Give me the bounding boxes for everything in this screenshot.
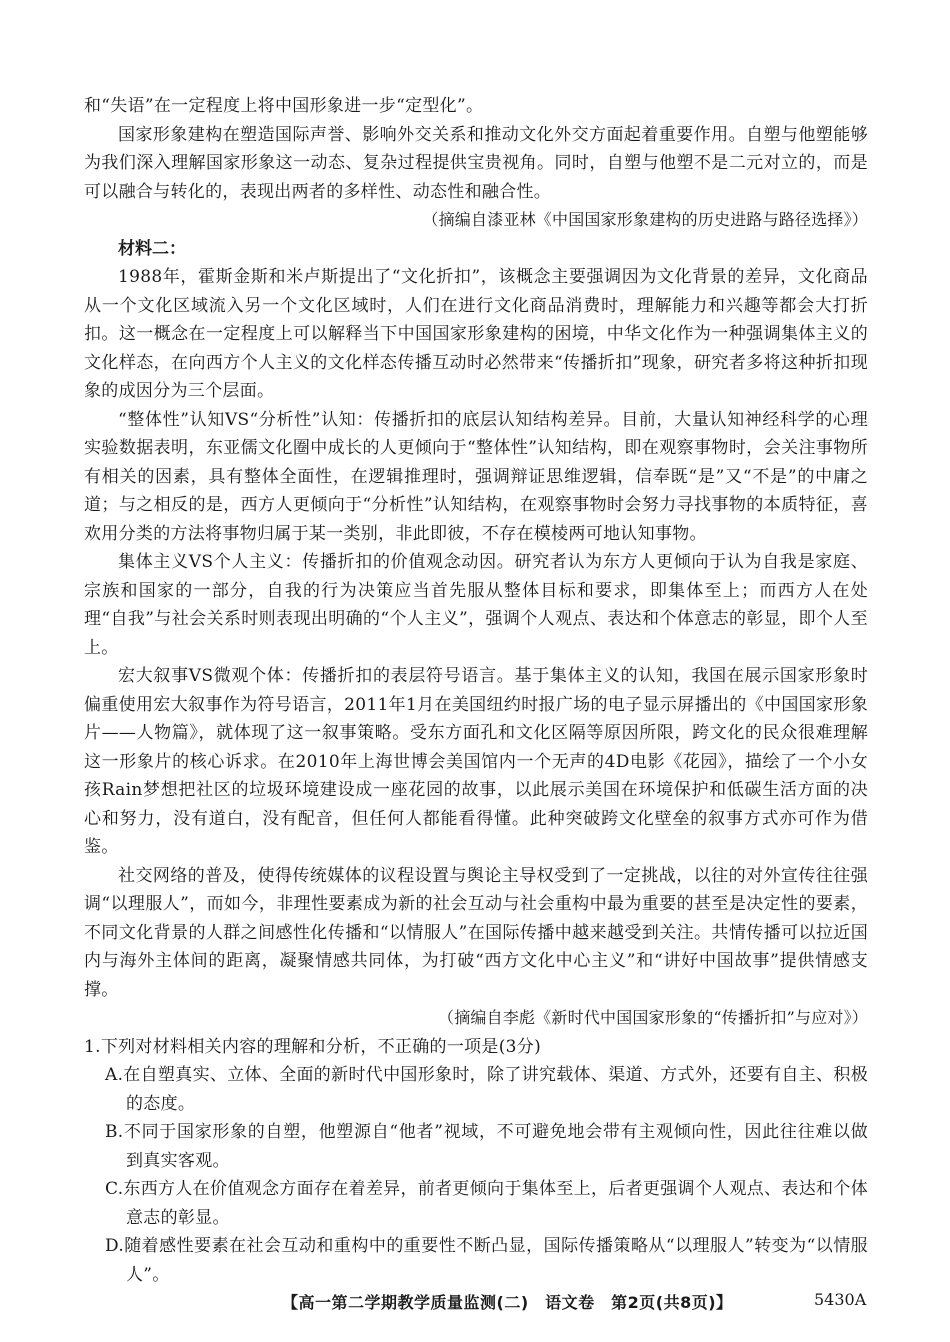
continued-paragraph: 和“失语”在一定程度上将中国形象进一步“定型化”。 (84, 96, 484, 116)
paragraph: 1988年，霍斯金斯和米卢斯提出了“文化折扣”，该概念主要强调因为文化背景的差异，文化商品从一个文化区域流入另一个文化区域时，人们在进行文化商品消费时，理解能力和兴趣等都会大打折扣。这一概念在一定程度上可以解释当下中国国家形象建构的困境，中华文化作为一种强调集体主义的文化样态，在向西方个人主义的文化样态传播互动时必然带来“传播折扣”现象，研究者多将这种折扣现象的成因分为三个层面。 (84, 267, 868, 401)
option-a: A.在自塑真实、立体、全面的新时代中国形象时，除了讲究载体、渠道、方式外，还要有自主、积极的态度。 (105, 1065, 868, 1114)
exam-page (84, 92, 868, 1289)
paragraph: 宏大叙事VS微观个体：传播折扣的表层符号语言。基于集体主义的认知，我国在展示国家形象时偏重使用宏大叙事作为符号语言，2011年1月在美国纽约时报广场的电子显示屏播出的《中国国家形象片——人物篇》，就体现了这一叙事策略。受东方面孔和文化区隔等原因所限，跨文化的民众很难理解这一形象片的核心诉求。在2010年上海世博会美国馆内一个无声的4D电影《花园》，描绘了一个小女孩Rain梦想把社区的垃圾环境建设成一座花园的故事，以此展示美国在环境保护和低碳生活方面的决心和努力，没有道白，没有配音，但任何人都能看得懂。此种突破跨文化壁垒的叙事方式亦可作为借鉴。 (84, 666, 868, 857)
paragraph: 集体主义VS个人主义：传播折扣的价值观念动因。研究者认为东方人更倾向于认为自我是家庭、宗族和国家的一部分，自我的行为决策应当首先服从整体目标和要求，即集体至上；而西方人在处理“自我”与社会关系时则表现出明确的“个人主义”，强调个人观点、表达和个体意志的彰显，即个人至上。 (84, 552, 868, 658)
footer-code: 5430A (814, 1290, 867, 1309)
option-c: C.东西方人在价值观念方面存在着差异，前者更倾向于集体至上，后者更强调个人观点、表达和个体意志的彰显。 (105, 1179, 868, 1228)
source-citation: （摘编自李彪《新时代中国国家形象的“传播折扣”与应对》） (438, 1008, 868, 1027)
option-d: D.随着感性要素在社会互动和重构中的重要性不断凸显，国际传播策略从“以理服人”转变为“以情服人”。 (105, 1236, 868, 1285)
material-heading: 材料二： (118, 238, 186, 259)
option-b: B.不同于国家形象的自塑，他塑源自“他者”视域，不可避免地会带有主观倾向性，因此往往难以做到真实客观。 (105, 1122, 868, 1171)
page-footer (0, 1290, 950, 1320)
paragraph: “整体性”认知VS“分析性”认知：传播折扣的底层认知结构差异。目前，大量认知神经科学的心理实验数据表明，东亚儒文化圈中成长的人更倾向于“整体性”认知结构，即在观察事物时，会关注事物所有相关的因素，具有整体全面性，在逻辑推理时，强调辩证思维逻辑，信奉既“是”又“不是”的中庸之道；与之相反的是，西方人更倾向于“分析性”认知结构，在观察事物时会努力寻找事物的本质特征，喜欢用分类的方法将事物归属于某一类别，非此即彼，不存在模棱两可地认知事物。 (84, 409, 868, 544)
paragraph: 社交网络的普及，使得传统媒体的议程设置与舆论主导权受到了一定挑战，以往的对外宣传往往强调“以理服人”，而如今，非理性要素成为新的社会互动与社会重构中最为重要的甚至是决定性的要素，不同文化背景的人群之间感性化传播和“以情服人”在国际传播中越来越受到关注。共情传播可以拉近国内与海外主体间的距离，凝聚情感共同体，为打破“西方文化中心主义”和“讲好中国故事”提供情感支撑。 (84, 865, 868, 1000)
paragraph: 国家形象建构在塑造国际声誉、影响外交关系和推动文化外交方面起着重要作用。自塑与他塑能够为我们深入理解国家形象这一动态、复杂过程提供宝贵视角。同时，自塑与他塑不是二元对立的，而是可以融合与转化的，表现出两者的多样性、动态性和融合性。 (84, 124, 868, 202)
footer-title: 【高一第二学期教学质量监测(二) 语文卷 第2页(共8页)】 (282, 1293, 733, 1312)
source-citation: （摘编自漆亚林《中国国家形象建构的历史进路与路径选择》） (422, 210, 868, 229)
question-stem: 1.下列对材料相关内容的理解和分析，不正确的一项是(3分) (84, 1036, 541, 1057)
